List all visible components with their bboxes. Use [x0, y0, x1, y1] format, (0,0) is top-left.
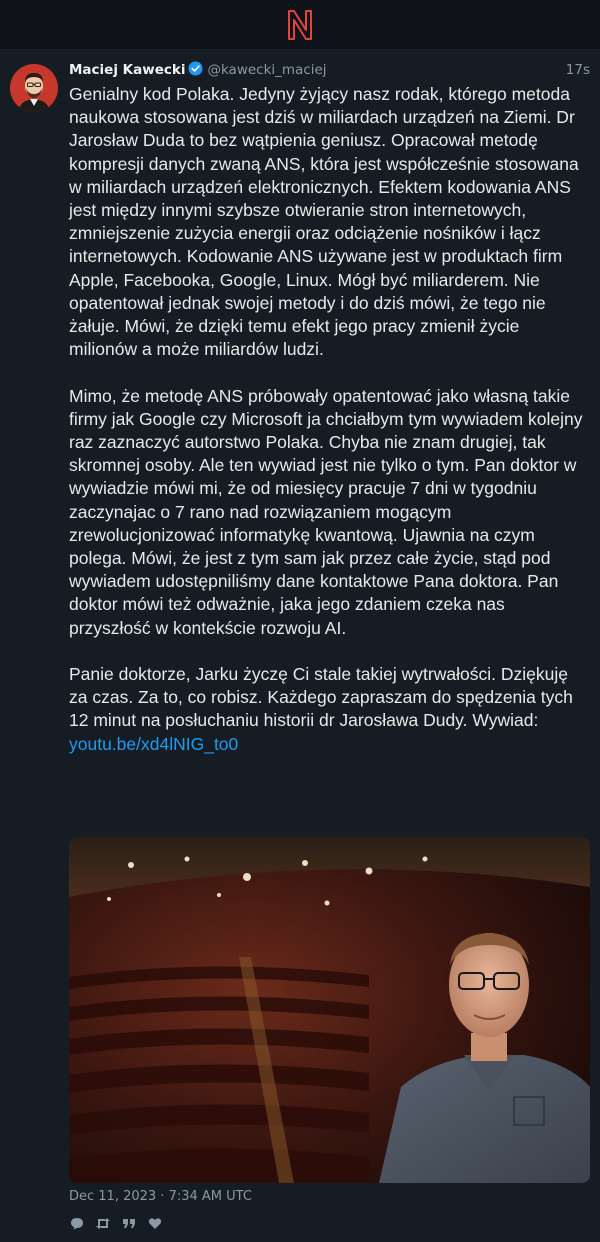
tweet-header — [69, 60, 590, 80]
tweet-stats — [68, 1214, 164, 1232]
tweet-time-ago[interactable]: 17s — [565, 62, 590, 78]
tweet-paragraph-3-text: Panie doktorze, Jarku życzę Ci stale takiej wytrwałości. Dziękuję za czas. Za to, co robisz. Każdego zapraszam do spędzenia tych 12 minut na posłuchaniu historii dr Jarosława Dudy. Wywiad: — [69, 664, 573, 731]
top-nav-bar — [0, 0, 600, 50]
avatar-portrait-icon — [10, 64, 58, 112]
tweet — [0, 50, 600, 1242]
author-fullname[interactable]: Maciej Kawecki — [69, 62, 186, 78]
verified-badge-icon — [188, 61, 203, 76]
tweet-content — [69, 83, 590, 756]
quote-icon[interactable] — [120, 1214, 138, 1232]
retweet-icon[interactable] — [94, 1214, 112, 1232]
logo-n-icon — [286, 8, 314, 42]
tweet-paragraph-1: Genialny kod Polaka. Jedyny żyjący nasz rodak, którego metoda naukowa stosowana jest dziś w miliardach urządzeń na Ziemi. Dr Jarosław Duda to bez wątpienia geniusz. Opracował metodę kompresji danych zwaną ANS, która jest współcześnie stosowana w miliardach urządzeń elektronicznych. Efektem kodowania ANS jest między innymi szybsze otwieranie stron internetowych, zmniejszenie zużycia energii oraz odciążenie nośników i łącz internetowych. Kodowanie ANS używane jest w produktach firm Apple, Facebooka, Google, Linux. Mógł być miliarderem. Nie opatentował jednak swojej metody i do dziś mówi, że tego nie żałuje. Mówi, że dzięki temu efekt jego pracy zmienił życie milionów a może miliardów ludzi. — [69, 84, 579, 360]
tweet-link[interactable]: youtu.be/xd4lNIG_to0 — [69, 733, 239, 754]
avatar[interactable] — [10, 64, 58, 112]
author-username[interactable]: @kawecki_maciej — [207, 62, 327, 78]
nitter-logo[interactable] — [286, 8, 314, 42]
comment-icon[interactable] — [68, 1214, 86, 1232]
tweet-paragraph-3 — [69, 663, 590, 756]
heart-icon[interactable] — [146, 1214, 164, 1232]
photo-theater-portrait — [69, 837, 590, 1183]
attached-image[interactable] — [69, 837, 590, 1183]
tweet-paragraph-2: Mimo, że metodę ANS próbowały opatentować jako własną takie firmy jak Google czy Microsoft ja chciałbym tym wywiadem kolejny raz zaznaczyć autorstwo Polaka. Chyba nie znam drugiej, tak skromnej osoby. Ale ten wywiad jest nie tylko o tym. Pan doktor w wywiadzie mówi mi, że od miesięcy pracuje 7 dni w tygodniu zaczynajac o 7 rano nad rozwiązaniem mogącym zrewolucjonizować informatykę kwantową. Ujawnia na czym polega. Mówi, że jest z tym sam jak przez całe życie, stąd pod wywiadem udostępniliśmy dane kontaktowe Pana doktora. Pan doktor mówi też odważnie, jaka jego zdaniem czeka nas przyszłość w kontekście rozwoju AI. — [69, 385, 583, 638]
tweet-published-date: Dec 11, 2023 · 7:34 AM UTC — [69, 1189, 252, 1204]
